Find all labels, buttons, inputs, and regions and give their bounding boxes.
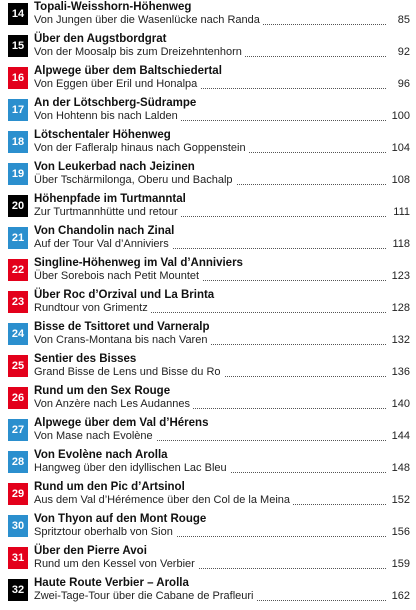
route-subtitle: Von Anzère nach Les Audannes	[34, 398, 193, 410]
toc-entry[interactable]	[8, 320, 410, 350]
route-title: Topali-Weisshorn-Höhenweg	[34, 1, 192, 13]
page-number: 136	[389, 366, 410, 378]
route-number-badge: 20	[8, 195, 28, 217]
route-subtitle: Von der Fafleralp hinaus nach Goppenstein	[34, 142, 249, 154]
route-title: Von Chandolin nach Zinal	[34, 225, 175, 237]
toc-entry[interactable]	[8, 0, 410, 30]
route-title: Lötschentaler Höhenweg	[34, 129, 171, 141]
toc-entry[interactable]	[8, 160, 410, 190]
toc-entry[interactable]	[8, 576, 410, 606]
route-subtitle: Hangweg über den idyllischen Lac Bleu	[34, 462, 230, 474]
page-number: 92	[395, 46, 410, 58]
route-number-badge: 30	[8, 515, 28, 537]
toc-entry[interactable]	[8, 224, 410, 254]
route-title: Von Thyon auf den Mont Rouge	[34, 513, 207, 525]
route-title: Sentier des Bisses	[34, 353, 137, 365]
toc-entry[interactable]	[8, 448, 410, 478]
route-subtitle: Von Crans-Montana bis nach Varen	[34, 334, 210, 346]
toc-entry[interactable]	[8, 288, 410, 318]
route-title: Höhenpfade im Turtmanntal	[34, 193, 186, 205]
route-subtitle: Spritztour oberhalb von Sion	[34, 526, 176, 538]
route-number-badge: 32	[8, 579, 28, 601]
route-subtitle: Rundtour von Grimentz	[34, 302, 151, 314]
page-number: 108	[389, 174, 410, 186]
route-subtitle: Rund um den Kessel von Verbier	[34, 558, 198, 570]
toc-entry[interactable]	[8, 256, 410, 286]
route-number-badge: 29	[8, 483, 28, 505]
route-number-badge: 19	[8, 163, 28, 185]
route-subtitle: Auf der Tour Val d’Anniviers	[34, 238, 172, 250]
toc-entry[interactable]	[8, 128, 410, 158]
route-number-badge: 17	[8, 99, 28, 121]
route-title: Rund um den Sex Rouge	[34, 385, 171, 397]
route-subtitle: Von Hohtenn bis nach Lalden	[34, 110, 181, 122]
route-title: Alpwege über dem Val d’Hérens	[34, 417, 209, 429]
route-subtitle: Zur Turtmannhütte und retour	[34, 206, 181, 218]
page-number: 118	[389, 238, 410, 250]
toc-entry[interactable]	[8, 64, 410, 94]
route-number-badge: 23	[8, 291, 28, 313]
route-subtitle: Grand Bisse de Lens und Bisse du Ro	[34, 366, 224, 378]
route-title: Alpwege über dem Baltschiedertal	[34, 65, 222, 77]
toc-entry[interactable]	[8, 32, 410, 62]
page-number: 85	[395, 14, 410, 26]
route-subtitle: Von Jungen über die Wasenlücke nach Randa	[34, 14, 263, 26]
route-number-badge: 16	[8, 67, 28, 89]
route-title: Über den Augstbordgrat	[34, 33, 167, 45]
route-number-badge: 27	[8, 419, 28, 441]
toc-entry[interactable]	[8, 544, 410, 574]
route-title: Singline-Höhenweg im Val d’Anniviers	[34, 257, 243, 269]
route-number-badge: 24	[8, 323, 28, 345]
route-title: An der Lötschberg-Südrampe	[34, 97, 197, 109]
toc-entry[interactable]	[8, 480, 410, 510]
route-number-badge: 15	[8, 35, 28, 57]
route-number-badge: 31	[8, 547, 28, 569]
route-title: Über Roc d’Orzival und La Brinta	[34, 289, 215, 301]
toc-entry[interactable]	[8, 512, 410, 542]
page-number: 111	[390, 206, 410, 218]
route-subtitle: Aus dem Val d’Hérémence über den Col de la Meina	[34, 494, 293, 506]
route-title: Haute Route Verbier – Arolla	[34, 577, 189, 589]
route-number-badge: 28	[8, 451, 28, 473]
page-number: 159	[389, 558, 410, 570]
toc-entry[interactable]	[8, 352, 410, 382]
page-number: 148	[389, 462, 410, 474]
route-number-badge: 18	[8, 131, 28, 153]
route-number-badge: 21	[8, 227, 28, 249]
toc-entry[interactable]	[8, 416, 410, 446]
route-subtitle: Von Mase nach Evolène	[34, 430, 156, 442]
route-number-badge: 25	[8, 355, 28, 377]
route-title: Bisse de Tsittoret und Varneralp	[34, 321, 210, 333]
page-number: 128	[389, 302, 410, 314]
route-title: Von Evolène nach Arolla	[34, 449, 168, 461]
page-number: 152	[389, 494, 410, 506]
page-number: 96	[395, 78, 410, 90]
route-title: Von Leukerbad nach Jeizinen	[34, 161, 195, 173]
route-number-badge: 22	[8, 259, 28, 281]
page-number: 156	[389, 526, 410, 538]
page-number: 100	[389, 110, 410, 122]
route-subtitle: Von Eggen über Eril und Honalpa	[34, 78, 200, 90]
route-number-badge: 14	[8, 3, 28, 25]
toc-entry[interactable]	[8, 96, 410, 126]
route-subtitle: Von der Moosalp bis zum Dreizehntenhorn	[34, 46, 245, 58]
page-number: 132	[389, 334, 410, 346]
route-subtitle: Über Tschärmilonga, Oberu und Bachalp	[34, 174, 236, 186]
page-number: 123	[389, 270, 410, 282]
page-number: 140	[389, 398, 410, 410]
route-subtitle: Zwei-Tage-Tour über die Cabane de Prafleuri	[34, 590, 257, 602]
page-number: 162	[389, 590, 410, 602]
page-number: 144	[389, 430, 410, 442]
route-title: Über den Pierre Avoi	[34, 545, 147, 557]
toc-entry[interactable]	[8, 384, 410, 414]
route-number-badge: 26	[8, 387, 28, 409]
page-number: 104	[389, 142, 410, 154]
route-subtitle: Über Sorebois nach Petit Mountet	[34, 270, 202, 282]
route-title: Rund um den Pic d’Artsinol	[34, 481, 185, 493]
toc-entry[interactable]	[8, 192, 410, 222]
